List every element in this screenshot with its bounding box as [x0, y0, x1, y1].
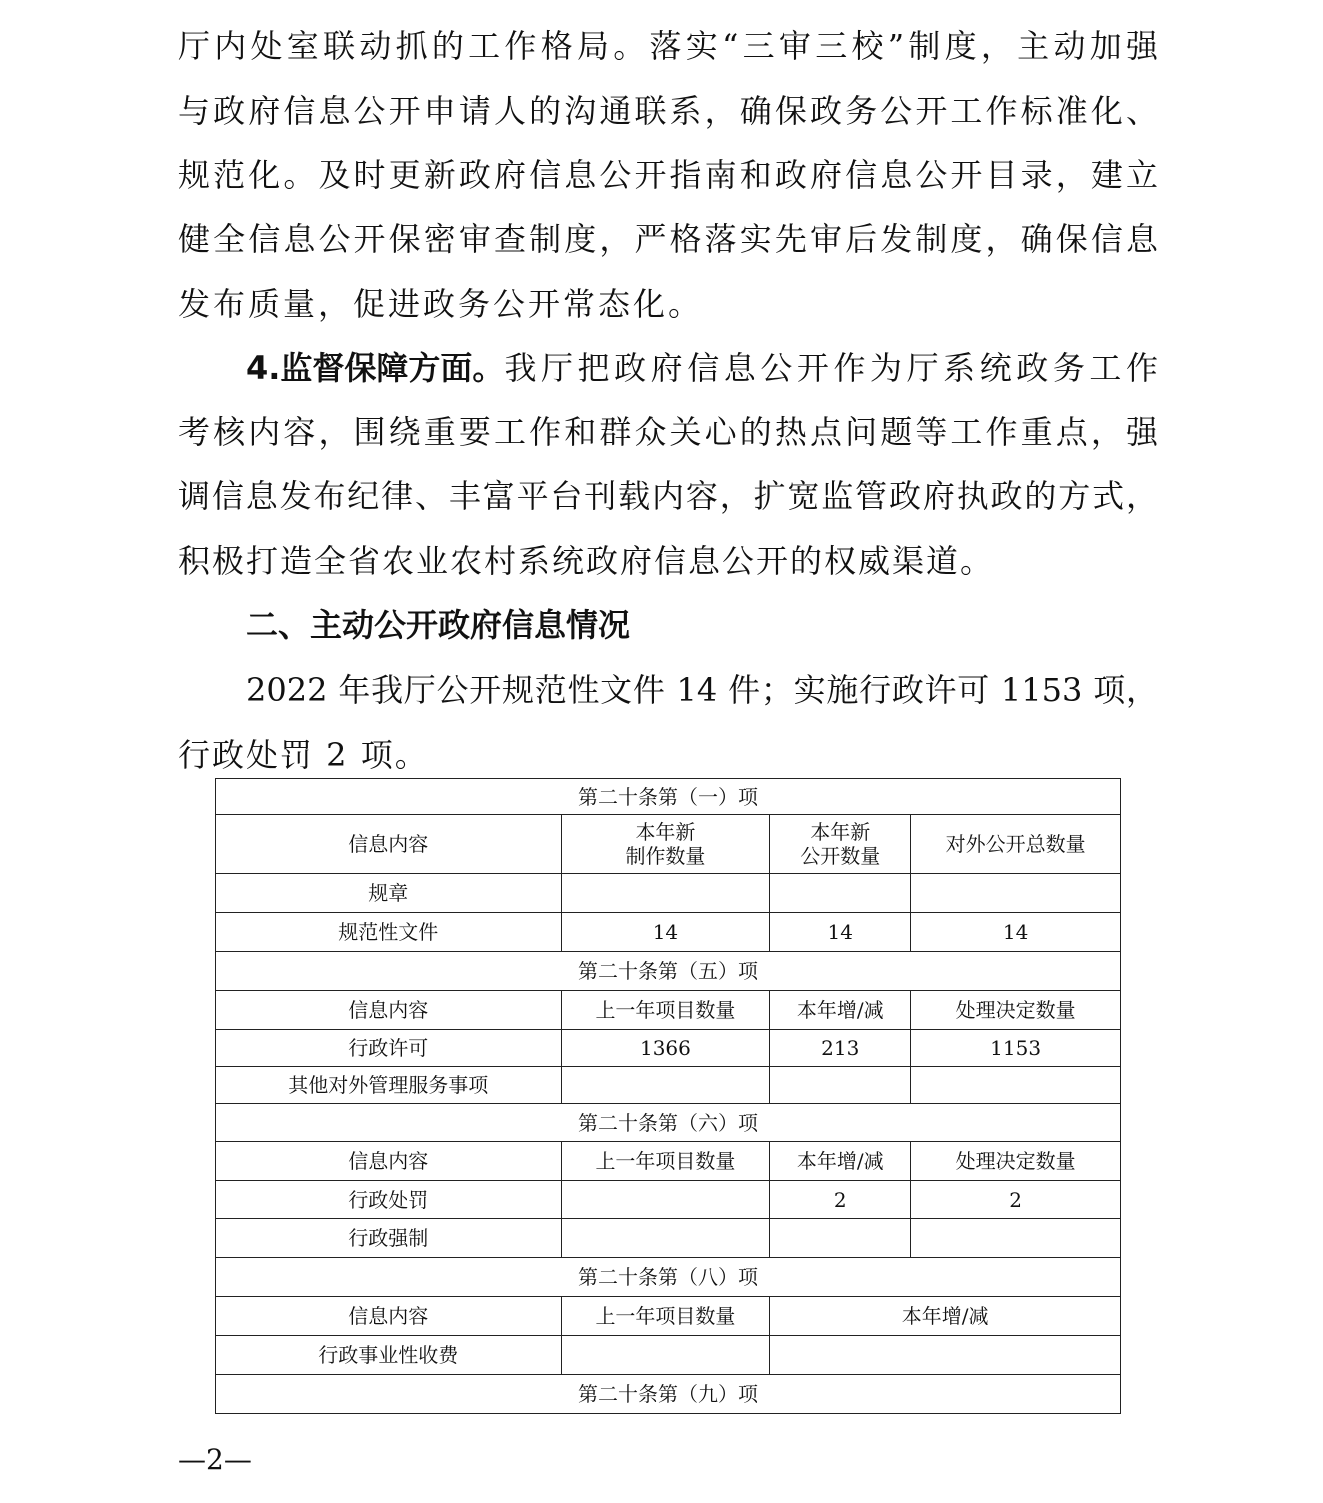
text-line: 健全信息公开保密审查制度，严格落实先审后发制度，确保信息 — [178, 220, 1158, 258]
text-span: 我厅把政府信息公开作为厅系统政务工作 — [504, 349, 1158, 387]
cell: 1366 — [561, 1030, 770, 1067]
section-heading: 二、主动公开政府信息情况 — [246, 606, 631, 644]
cell: 2 — [770, 1181, 911, 1219]
text-line: 考核内容，围绕重要工作和群众关心的热点问题等工作重点，强 — [178, 413, 1158, 451]
cell — [911, 1219, 1121, 1258]
cell — [561, 1336, 770, 1375]
text-line — [246, 348, 1158, 388]
header-cell: 本年新 公开数量 — [770, 815, 911, 874]
table-row — [216, 1030, 1121, 1067]
section-title: 第二十条第（九）项 — [216, 1375, 1121, 1414]
header-cell: 信息内容 — [216, 991, 562, 1030]
header-cell: 对外公开总数量 — [911, 815, 1121, 874]
header-cell: 信息内容 — [216, 1297, 562, 1336]
cell: 行政强制 — [216, 1219, 562, 1258]
cell: 213 — [770, 1030, 911, 1067]
cell: 14 — [561, 913, 770, 952]
text-line: 2022 年我厅公开规范性文件 14 件；实施行政许可 1153 项， — [246, 671, 1158, 709]
cell — [770, 1336, 1121, 1375]
table-row — [216, 1181, 1121, 1219]
header-cell: 上一年项目数量 — [561, 1142, 770, 1181]
cell: 1153 — [911, 1030, 1121, 1067]
cell: 行政处罚 — [216, 1181, 562, 1219]
cell — [561, 874, 770, 913]
header-cell: 本年增/减 — [770, 1297, 1121, 1336]
table-row — [216, 913, 1121, 952]
cell — [770, 874, 911, 913]
cell — [911, 1067, 1121, 1104]
text-line: 规范化。及时更新政府信息公开指南和政府信息公开目录，建立 — [178, 156, 1158, 194]
cell — [561, 1219, 770, 1258]
bold-lead: 4.监督保障方面。 — [246, 349, 505, 387]
text-line: 发布质量，促进政务公开常态化。 — [178, 285, 704, 323]
header-cell: 处理决定数量 — [911, 991, 1121, 1030]
section-title: 第二十条第（六）项 — [216, 1104, 1121, 1142]
section-title: 第二十条第（八）项 — [216, 1258, 1121, 1297]
table-row — [216, 1067, 1121, 1104]
section-title: 第二十条第（一）项 — [216, 779, 1121, 815]
cell — [911, 874, 1121, 913]
cell: 规章 — [216, 874, 562, 913]
header-cell: 信息内容 — [216, 1142, 562, 1181]
table-row — [216, 1219, 1121, 1258]
cell — [561, 1067, 770, 1104]
cell — [770, 1067, 911, 1104]
text-line: 行政处罚 2 项。 — [178, 736, 429, 774]
section-title: 第二十条第（五）项 — [216, 952, 1121, 991]
cell: 规范性文件 — [216, 913, 562, 952]
cell: 行政事业性收费 — [216, 1336, 562, 1375]
cell — [770, 1219, 911, 1258]
cell: 14 — [911, 913, 1121, 952]
text-line: 与政府信息公开申请人的沟通联系，确保政务公开工作标准化、 — [178, 92, 1158, 130]
header-cell: 本年增/减 — [770, 1142, 911, 1181]
text-line: 调信息发布纪律、丰富平台刊载内容，扩宽监管政府执政的方式， — [178, 477, 1158, 515]
header-cell: 本年增/减 — [770, 991, 911, 1030]
cell: 其他对外管理服务事项 — [216, 1067, 562, 1104]
table-row — [216, 1336, 1121, 1375]
header-cell: 处理决定数量 — [911, 1142, 1121, 1181]
header-cell: 上一年项目数量 — [561, 991, 770, 1030]
header-cell: 本年新 制作数量 — [561, 815, 770, 874]
cell — [561, 1181, 770, 1219]
text-line: 积极打造全省农业农村系统政府信息公开的权威渠道。 — [178, 542, 995, 580]
table-row — [216, 874, 1121, 913]
text-line: 厅内处室联动抓的工作格局。落实“三审三校”制度，主动加强 — [178, 27, 1158, 65]
disclosure-table — [215, 778, 1121, 1414]
page-number: —2— — [178, 1443, 252, 1476]
cell: 14 — [770, 913, 911, 952]
cell: 行政许可 — [216, 1030, 562, 1067]
cell: 2 — [911, 1181, 1121, 1219]
header-cell: 信息内容 — [216, 815, 562, 874]
header-cell: 上一年项目数量 — [561, 1297, 770, 1336]
